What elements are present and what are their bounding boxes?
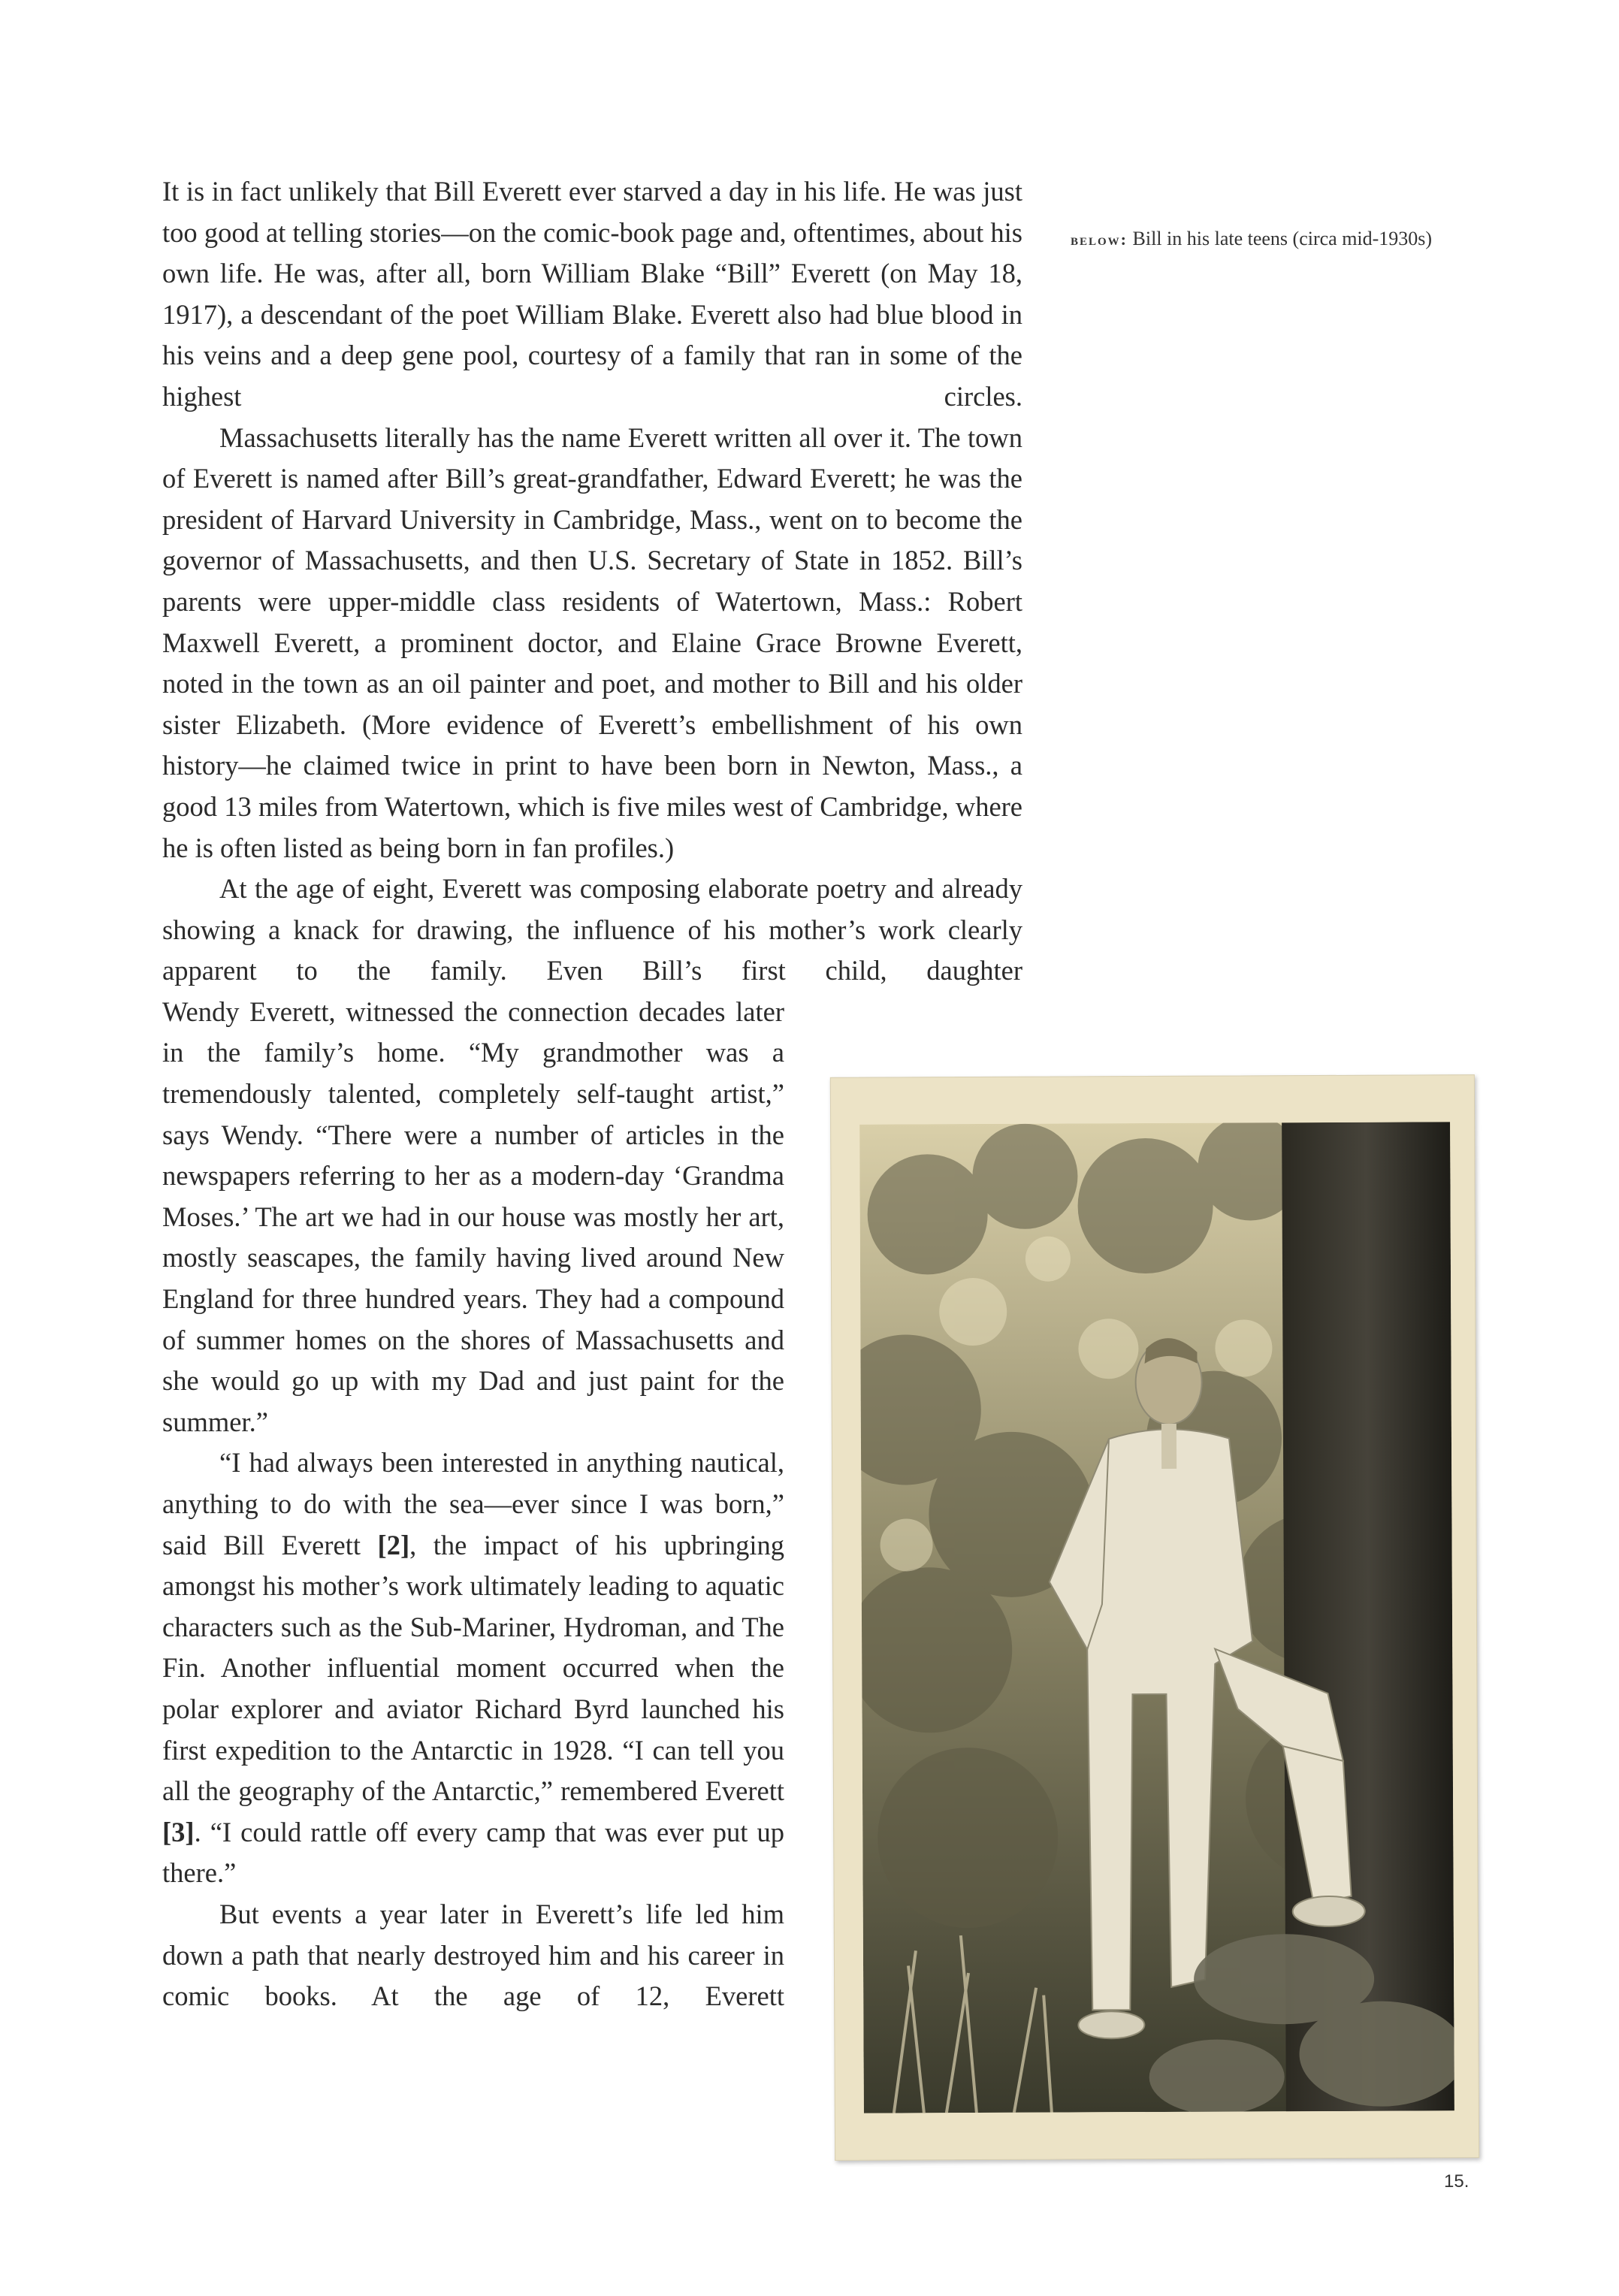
- paragraph-5: But events a year later in Everett’s life led him down a path that nearly destroyed him and his career in comic books. At the age of 12, Everett: [162, 1898, 784, 2012]
- reference-3: [3]: [162, 1816, 195, 1847]
- caption-lead: below:: [1071, 230, 1128, 249]
- paragraph-4-part-b: , the impact of his upbringing amongst his mother’s work ultimately leading to aquatic characters such as the Sub-Mariner, Hydroman, and The Fin. Another influential moment occurred when the polar explorer and aviator Richard Byrd launched his first expedition to the Antarctic in 1928. “I can tell you all the geography of the Antarctic,” remembered Everett: [162, 1529, 784, 1807]
- photo-caption: [1071, 218, 1461, 261]
- paragraph-4-part-c: . “I could rattle off every camp that was ever put up there.”: [162, 1816, 784, 1889]
- paragraph-3-wide: At the age of eight, Everett was composing elaborate poetry and already showing a knack for drawing, the influence of his mother’s work clearly apparent to the family. Even Bill’s first child, daughter: [162, 873, 1022, 986]
- page-number: 15.: [1444, 2171, 1469, 2192]
- paragraph-4-part-a: “I had always been interested in anything nautical, anything to do with the sea—ever since I was born,” said Bill Everett: [162, 1447, 784, 1560]
- paragraph-3-narrow: Wendy Everett, witnessed the connection decades later in the family’s home. “My grandmother was a tremendously talented, completely self-taught artist,” says Wendy. “There were a number of articles in the newspapers referring to her as a modern-day ‘Grandma Moses.’ The art we had in our house was mostly her art, mostly seascapes, the family having lived around New England for three hundred years. They had a compound of summer homes on the shores of Massachusetts and she would go up with my Dad and just paint for the summer.”: [162, 995, 784, 1437]
- paragraph-2: Massachusetts literally has the name Everett written all over it. The town of Everett is named after Bill’s great-grandfather, Edward Everett; he was the president of Harvard University in Cambridge, Mass., went on to become the governor of Massachusetts, and then U.S. Secretary of State in 1852. Bill’s parents were upper-middle class residents of Watertown, Mass.: Robert Maxwell Everett, a prominent doctor, and Elaine Grace Browne Everett, noted in the town as an oil painter and poet, and mother to Bill and his older sister Elizabeth. (More evidence of Everett’s embellishment of his own history—he claimed twice in print to have been born in Newton, Mass., a good 13 miles from Watertown, which is five miles west of Cambridge, where he is often listed as being born in fan profiles.): [162, 421, 1022, 863]
- caption-text: Bill in his late teens (circa mid-1930s): [1128, 228, 1433, 249]
- paragraph-1: It is in fact unlikely that Bill Everett ever starved a day in his life. He was just too good at telling stories—on the comic-book page and, oftentimes, about his own life. He was, after all, born William Blake “Bill” Everett (on May 18, 1917), a descendant of the poet William Blake. Everett also had blue blood in his veins and a deep gene pool, courtesy of a family that ran in some of the highest circles.: [162, 176, 1022, 412]
- paragraph-4: [162, 1443, 784, 1894]
- reference-2: [2]: [377, 1529, 410, 1560]
- vintage-photograph: [830, 1074, 1479, 2161]
- portrait-photo: [859, 1122, 1454, 2113]
